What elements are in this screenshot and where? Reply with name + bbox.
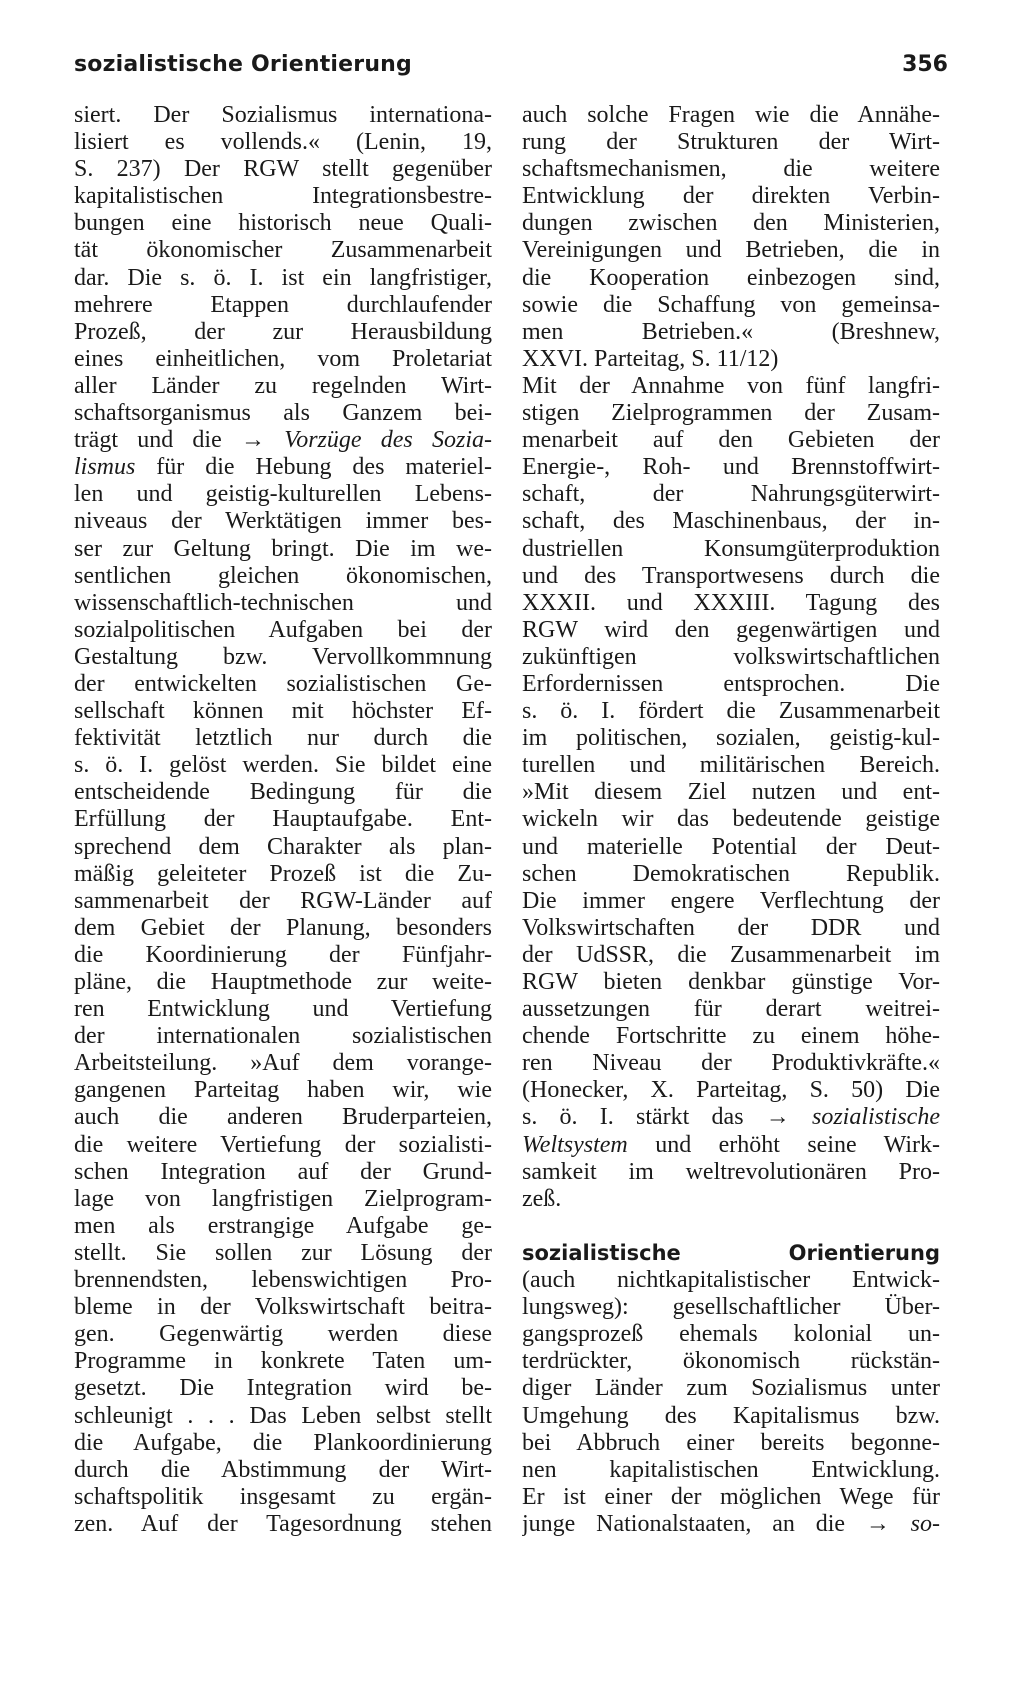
text-line [74, 1403, 492, 1430]
text-line [522, 942, 940, 969]
text-line [74, 1348, 492, 1375]
line-text: der entwickelten sozialistischen Ge- [74, 670, 492, 697]
line-text: gesetzt. Die Integration wird be- [74, 1375, 492, 1402]
text-line [74, 454, 492, 481]
text-line [522, 237, 940, 264]
text-line [74, 915, 492, 942]
line-text: und des Transportwesens durch die [522, 562, 940, 589]
text-line [74, 834, 492, 861]
text-line [522, 644, 940, 671]
text-line [522, 806, 940, 833]
line-text: stellt. Sie sollen zur Lösung der [74, 1239, 492, 1266]
line-text: Programme in konkrete Taten um- [74, 1348, 492, 1375]
text-line [74, 1104, 492, 1131]
line-text: Volkswirtschaften der DDR und [522, 914, 940, 941]
line-text: s. ö. I. gelöst werden. Sie bildet eine [74, 752, 492, 779]
text-line [522, 698, 940, 725]
line-text: XXVI. Parteitag, S. 11/12) [522, 345, 779, 372]
line-text: Vereinigungen und Betrieben, die in [522, 237, 940, 264]
text-line [74, 1213, 492, 1240]
line-text: gangsprozeß ehemals kolonial un- [522, 1321, 940, 1348]
text-line [74, 292, 492, 319]
line-text: aller Länder zu regelnden Wirt- [74, 372, 492, 399]
line-text: stigen Zielprogrammen der Zusam- [522, 400, 940, 427]
line-text: mäßig geleiteter Prozeß ist die Zu- [74, 860, 492, 887]
line-text: dustriellen Konsumgüterproduktion [522, 535, 940, 562]
line-text: schen Demokratischen Republik. [522, 860, 940, 887]
text-line [522, 481, 940, 508]
line-text: siert. Der Sozialismus internationa- [74, 102, 492, 128]
text-line [522, 1294, 940, 1321]
line-text: sammenarbeit der RGW-Länder auf [74, 887, 492, 914]
line-text: wickeln wir das bedeutende geistige [522, 806, 940, 833]
text-line [522, 427, 940, 454]
text-line [74, 698, 492, 725]
text-line [74, 481, 492, 508]
line-text: durch die Abstimmung der Wirt- [74, 1456, 492, 1483]
line-text: aussetzungen für derart weitrei- [522, 996, 940, 1023]
text-line [74, 183, 492, 210]
line-text: pläne, die Hauptmethode zur weite- [74, 969, 492, 995]
page-number: 356 [902, 52, 948, 77]
right-text-column [522, 102, 940, 1538]
line-text: zukünftigen volkswirtschaftlichen [522, 643, 940, 670]
line-text: die weitere Vertiefung der sozialisti- [74, 1131, 492, 1158]
text-line [74, 1132, 492, 1159]
text-line [522, 1321, 940, 1348]
text-line [74, 779, 492, 806]
line-text: gen. Gegenwärtig werden diese [74, 1321, 492, 1348]
entry-headword [522, 1240, 940, 1267]
line-text: chende Fortschritte zu einem höhe- [522, 1023, 940, 1050]
text-line [74, 1321, 492, 1348]
text-line [522, 1050, 940, 1077]
text-line [74, 969, 492, 996]
line-text: lisiert es vollends.« (Lenin, 19, [74, 129, 492, 156]
line-text: schaft, des Maschinenbaus, der in- [522, 508, 940, 535]
text-line [522, 129, 940, 156]
text-line [74, 129, 492, 156]
line-text: Arbeitsteilung. »Auf dem vorange- [74, 1050, 492, 1077]
text-line [522, 725, 940, 752]
text-line [74, 237, 492, 264]
text-line [522, 671, 940, 698]
text-line [522, 454, 940, 481]
line-text: (Honecker, X. Parteitag, S. 50) Die [522, 1077, 940, 1104]
text-line [522, 1403, 940, 1430]
line-text: bei Abbruch einer bereits begonne- [522, 1429, 940, 1456]
line-text: schaftsorganismus als Ganzem bei- [74, 400, 492, 427]
text-line [522, 210, 940, 237]
text-line [74, 319, 492, 346]
line-text: men als erstrangige Aufgabe ge- [74, 1212, 492, 1239]
line-text: mehrere Etappen durchlaufender [74, 291, 492, 318]
line-text: zeß. [522, 1185, 562, 1212]
line-text: RGW wird den gegenwärtigen und [522, 616, 940, 643]
entry-headword-text: sozialistische Orientierung [522, 1240, 940, 1265]
text-line [74, 644, 492, 671]
line-text: fektivität letztlich nur durch die [74, 725, 492, 752]
line-text: s. ö. I. fördert die Zusammenarbeit [522, 698, 940, 725]
text-line [74, 508, 492, 535]
text-line [74, 265, 492, 292]
text-line [522, 156, 940, 183]
text-line [522, 617, 940, 644]
text-line [74, 102, 492, 129]
line-text: schen Integration auf der Grund- [74, 1158, 492, 1185]
text-line [522, 292, 940, 319]
text-line [74, 210, 492, 237]
text-line [522, 265, 940, 292]
page-header [74, 52, 948, 92]
text-line [74, 346, 492, 373]
text-line [522, 183, 940, 210]
line-text: eines einheitlichen, vom Proletariat [74, 345, 492, 372]
text-line [522, 1484, 940, 1511]
cross-reference-italic: Weltsystem [522, 1131, 628, 1158]
text-line [522, 1375, 940, 1402]
line-text: die Kooperation einbezogen sind, [522, 264, 940, 291]
text-line [522, 752, 940, 779]
line-text: entscheidende Bedingung für die [74, 779, 492, 806]
line-text: XXXII. und XXXIII. Tagung des [522, 589, 940, 616]
text-line [74, 725, 492, 752]
line-text: schleunigt . . . Das Leben selbst stellt [74, 1402, 492, 1429]
text-line [74, 590, 492, 617]
line-text: sprechend dem Charakter als plan- [74, 833, 492, 860]
text-line [522, 969, 940, 996]
text-line [74, 373, 492, 400]
text-line [522, 1159, 940, 1186]
text-line [522, 319, 940, 346]
text-line [74, 888, 492, 915]
text-line [74, 942, 492, 969]
line-text: bleme in der Volkswirtschaft beitra- [74, 1294, 492, 1321]
text-line [74, 156, 492, 183]
text-line [74, 1430, 492, 1457]
line-text: sentlichen gleichen ökonomischen, [74, 562, 492, 589]
text-line [522, 400, 940, 427]
line-text: schaftspolitik insgesamt zu ergän- [74, 1483, 492, 1510]
text-line [74, 1294, 492, 1321]
text-line [522, 1511, 940, 1538]
text-line [522, 1186, 940, 1213]
text-line [522, 536, 940, 563]
left-text-column [74, 102, 492, 1538]
line-text: Er ist einer der möglichen Wege für [522, 1483, 940, 1510]
line-text: tät ökonomischer Zusammenarbeit [74, 237, 492, 264]
line-text: men Betrieben.« (Breshnew, [522, 318, 940, 345]
text-line [522, 563, 940, 590]
text-line [74, 1186, 492, 1213]
line-text: die Aufgabe, die Plankoordinierung [74, 1429, 492, 1456]
text-line [74, 806, 492, 833]
line-text: s. ö. I. stärkt das → [522, 1104, 812, 1131]
text-line [74, 1484, 492, 1511]
text-line [522, 1267, 940, 1294]
cross-reference-italic: sozialistische [811, 1104, 940, 1131]
line-text: len und geistig-kulturellen Lebens- [74, 481, 492, 508]
line-text: kapitalistischen Integrationsbestre- [74, 183, 492, 210]
text-line [74, 1050, 492, 1077]
line-text: schaftsmechanismen, die weitere [522, 156, 940, 183]
line-text: sowie die Schaffung von gemeinsa- [522, 291, 940, 318]
text-line [74, 996, 492, 1023]
line-text: turellen und militärischen Bereich. [522, 752, 940, 779]
text-line [74, 1077, 492, 1104]
cross-reference-italic: so- [910, 1510, 940, 1537]
cross-reference-italic: lismus [74, 454, 136, 481]
cross-reference-italic: Vorzüge des Sozia- [284, 427, 492, 454]
paragraph-spacer [522, 1213, 940, 1240]
line-text: rung der Strukturen der Wirt- [522, 129, 940, 156]
text-line [522, 861, 940, 888]
line-text: ren Entwicklung und Vertiefung [74, 996, 492, 1023]
line-text: dem Gebiet der Planung, besonders [74, 914, 492, 941]
text-line [74, 752, 492, 779]
line-text: bungen eine historisch neue Quali- [74, 210, 492, 237]
line-text: Energie-, Roh- und Brennstoffwirt- [522, 454, 940, 481]
line-text: sozialpolitischen Aufgaben bei der [74, 616, 492, 643]
text-line [74, 1159, 492, 1186]
line-text: diger Länder zum Sozialismus unter [522, 1375, 940, 1402]
line-text: und erhöht seine Wirk- [627, 1131, 940, 1158]
text-line [74, 1023, 492, 1050]
text-line [522, 102, 940, 129]
text-line [74, 563, 492, 590]
text-line [74, 400, 492, 427]
text-line [522, 373, 940, 400]
running-head-title: sozialistische Orientierung [74, 52, 412, 77]
line-text: im politischen, sozialen, geistig-kul- [522, 725, 940, 752]
text-line [522, 508, 940, 535]
line-text: sellschaft können mit höchster Ef- [74, 698, 492, 725]
line-text: lungsweg): gesellschaftlicher Über- [522, 1294, 940, 1321]
text-line [522, 779, 940, 806]
text-line [522, 1348, 940, 1375]
line-text: Erfüllung der Hauptaufgabe. Ent- [74, 806, 492, 833]
line-text: dungen zwischen den Ministerien, [522, 210, 940, 237]
text-line [74, 671, 492, 698]
text-line [522, 1430, 940, 1457]
line-text: Erfordernissen entsprochen. Die [522, 670, 940, 697]
text-line [522, 888, 940, 915]
text-line [522, 1457, 940, 1484]
text-line [74, 1240, 492, 1267]
line-text: nen kapitalistischen Entwicklung. [522, 1456, 940, 1483]
line-text: (auch nichtkapitalistischer Entwick- [522, 1267, 940, 1294]
line-text: gangenen Parteitag haben wir, wie [74, 1077, 492, 1104]
line-text: ren Niveau der Produktivkräfte.« [522, 1050, 940, 1077]
text-line [74, 1267, 492, 1294]
text-line [522, 915, 940, 942]
line-text: der UdSSR, die Zusammenarbeit im [522, 941, 940, 968]
line-text: samkeit im weltrevolutionären Pro- [522, 1158, 940, 1185]
line-text: niveaus der Werktätigen immer bes- [74, 508, 492, 535]
line-text: trägt und die → [74, 427, 285, 454]
text-line [522, 1132, 940, 1159]
line-text: Entwicklung der direkten Verbin- [522, 183, 940, 210]
line-text: Umgehung des Kapitalismus bzw. [522, 1402, 940, 1429]
text-line [74, 617, 492, 644]
text-line [522, 1104, 940, 1131]
line-text: lage von langfristigen Zielprogram- [74, 1185, 492, 1212]
text-line [74, 1511, 492, 1538]
text-line [522, 1023, 940, 1050]
line-text: Prozeß, der zur Herausbildung [74, 318, 492, 345]
text-line [74, 861, 492, 888]
line-text: die Koordinierung der Fünfjahr- [74, 941, 492, 968]
line-text: wissenschaftlich-technischen und [74, 589, 492, 616]
line-text: Mit der Annahme von fünf langfri- [522, 372, 940, 399]
text-line [522, 1077, 940, 1104]
line-text: junge Nationalstaaten, an die → [522, 1510, 911, 1537]
line-text: auch solche Fragen wie die Annähe- [522, 102, 940, 128]
line-text: zen. Auf der Tagesordnung stehen [74, 1510, 492, 1537]
line-text: RGW bieten denkbar günstige Vor- [522, 969, 940, 995]
text-line [522, 996, 940, 1023]
line-text: menarbeit auf den Gebieten der [522, 427, 940, 454]
line-text: und materielle Potential der Deut- [522, 833, 940, 860]
text-line [522, 346, 940, 373]
text-line [74, 427, 492, 454]
line-text: für die Hebung des materiel- [135, 454, 492, 481]
line-text: ser zur Geltung bringt. Die im we- [74, 535, 492, 562]
line-text: dar. Die s. ö. I. ist ein langfristiger, [74, 264, 492, 291]
line-text: Die immer engere Verflechtung der [522, 887, 940, 914]
line-text: terdrückter, ökonomisch rückstän- [522, 1348, 940, 1375]
line-text: brennendsten, lebenswichtigen Pro- [74, 1267, 492, 1294]
text-line [74, 1375, 492, 1402]
line-text: der internationalen sozialistischen [74, 1023, 492, 1050]
text-line [522, 834, 940, 861]
line-text: S. 237) Der RGW stellt gegenüber [74, 156, 492, 183]
line-text: schaft, der Nahrungsgüterwirt- [522, 481, 940, 508]
line-text: auch die anderen Bruderparteien, [74, 1104, 492, 1131]
text-line [74, 536, 492, 563]
text-line [74, 1457, 492, 1484]
line-text: »Mit diesem Ziel nutzen und ent- [522, 779, 940, 806]
line-text: Gestaltung bzw. Vervollkommnung [74, 643, 492, 670]
text-line [522, 590, 940, 617]
